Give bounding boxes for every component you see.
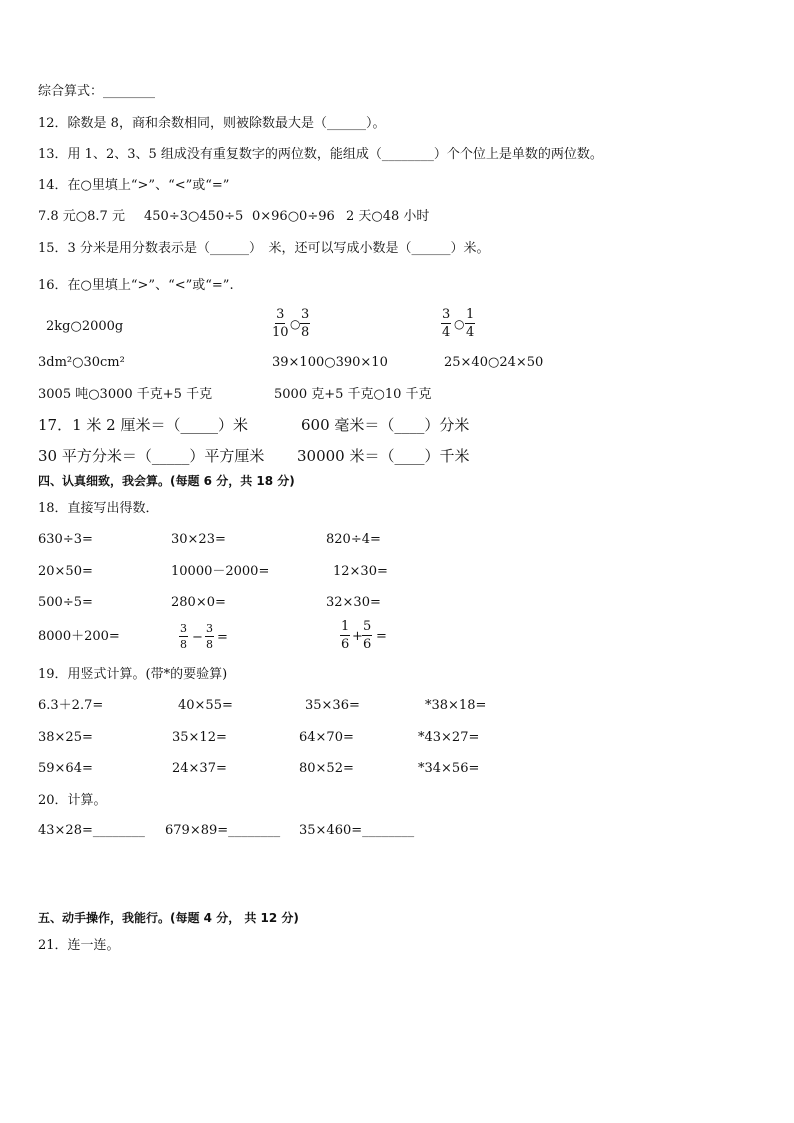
q18-fraction: $\frac{3}{8}$ bbox=[206, 622, 213, 651]
q18-fraction: $\frac{3}{8}$ bbox=[180, 622, 187, 651]
q19-item: 6.3＋2.7= bbox=[38, 698, 104, 713]
q17-item: 600 毫米＝（____）分米 bbox=[301, 416, 470, 434]
question-19-prompt: 19．用竖式计算。(带*的要验算) bbox=[38, 667, 228, 682]
section-4-heading: 四、认真细致，我会算。(每题 6 分，共 18 分) bbox=[38, 474, 295, 488]
q18-item: 10000－2000= bbox=[171, 564, 270, 579]
q19-item: 35×12= bbox=[172, 730, 227, 745]
q20-item: 35×460=________ bbox=[299, 823, 415, 838]
q18-item: 8000＋200= bbox=[38, 629, 120, 644]
minus-sign: − bbox=[192, 630, 203, 645]
q18-item: 280×0= bbox=[171, 595, 226, 610]
q17-item: 17．1 米 2 厘米＝（_____）米 bbox=[38, 416, 248, 434]
compare-circle: ○ bbox=[454, 317, 465, 331]
q19-item: 24×37= bbox=[172, 761, 227, 776]
q20-item: 43×28=________ bbox=[38, 823, 145, 838]
q16-item: 2kg○2000g bbox=[46, 319, 124, 334]
q18-item: 820÷4= bbox=[326, 532, 381, 547]
q16-fraction: $\frac{3}{8}$ bbox=[301, 307, 310, 340]
q19-item: 40×55= bbox=[178, 698, 233, 713]
q17-item: 30000 米＝（____）千米 bbox=[297, 447, 470, 465]
q18-fraction: $\frac{1}{6}$ bbox=[341, 619, 350, 652]
question-12: 12．除数是 8，商和余数相同，则被除数最大是（______）。 bbox=[38, 116, 386, 131]
q19-item: 59×64= bbox=[38, 761, 93, 776]
q16-item: 5000 克+5 千克○10 千克 bbox=[274, 387, 432, 402]
question-20-prompt: 20．计算。 bbox=[38, 793, 107, 808]
q14-item: 0×96○0÷96 bbox=[252, 209, 335, 224]
q18-item: 32×30= bbox=[326, 595, 381, 610]
q18-item: 630÷3= bbox=[38, 532, 93, 547]
q19-item: 38×25= bbox=[38, 730, 93, 745]
q20-item: 679×89=________ bbox=[165, 823, 281, 838]
q16-item: 3dm²○30cm² bbox=[38, 355, 125, 370]
q16-fraction: $\frac{3}{10}$ bbox=[272, 307, 289, 340]
q14-item: 7.8 元○8.7 元 bbox=[38, 209, 125, 224]
q18-item: 12×30= bbox=[333, 564, 388, 579]
q18-item: 30×23= bbox=[171, 532, 226, 547]
plus-sign: + bbox=[352, 629, 363, 644]
q19-item: *34×56= bbox=[418, 761, 480, 776]
question-15: 15．3 分米是用分数表示是（______） 米，还可以写成小数是（______）米。 bbox=[38, 241, 490, 256]
q14-item: 2 天○48 小时 bbox=[346, 209, 430, 224]
q16-fraction: $\frac{1}{4}$ bbox=[466, 307, 475, 340]
q18-item: 500÷5= bbox=[38, 595, 93, 610]
q16-item: 3005 吨○3000 千克+5 千克 bbox=[38, 387, 213, 402]
question-13: 13．用 1、2、3、5 组成没有重复数字的两位数，能组成（________）个个位上是单数的两位数。 bbox=[38, 147, 603, 162]
question-16-prompt: 16．在○里填上“>”、“<”或“=”. bbox=[38, 278, 234, 293]
equals-sign: = bbox=[376, 629, 387, 644]
q19-item: 80×52= bbox=[299, 761, 354, 776]
q16-fraction: $\frac{3}{4}$ bbox=[442, 307, 451, 340]
section-5-heading: 五、动手操作，我能行。(每题 4 分， 共 12 分) bbox=[38, 911, 299, 925]
q14-item: 450÷3○450÷5 bbox=[144, 209, 244, 224]
compare-circle: ○ bbox=[290, 317, 301, 331]
question-18-prompt: 18．直接写出得数． bbox=[38, 501, 159, 516]
q18-item: 20×50= bbox=[38, 564, 93, 579]
q17-item: 30 平方分米＝（_____）平方厘米 bbox=[38, 447, 265, 465]
question-21: 21．连一连。 bbox=[38, 938, 120, 953]
equals-sign: = bbox=[217, 630, 228, 645]
q19-item: 35×36= bbox=[305, 698, 360, 713]
q18-fraction: $\frac{5}{6}$ bbox=[363, 619, 372, 652]
q19-item: 64×70= bbox=[299, 730, 354, 745]
combined-formula-line: 综合算式：________ bbox=[38, 84, 156, 99]
question-14-prompt: 14．在○里填上“>”、“<”或“=” bbox=[38, 178, 230, 193]
q16-item: 25×40○24×50 bbox=[444, 355, 544, 370]
q19-item: *43×27= bbox=[418, 730, 480, 745]
q19-item: *38×18= bbox=[425, 698, 487, 713]
q16-item: 39×100○390×10 bbox=[272, 355, 388, 370]
